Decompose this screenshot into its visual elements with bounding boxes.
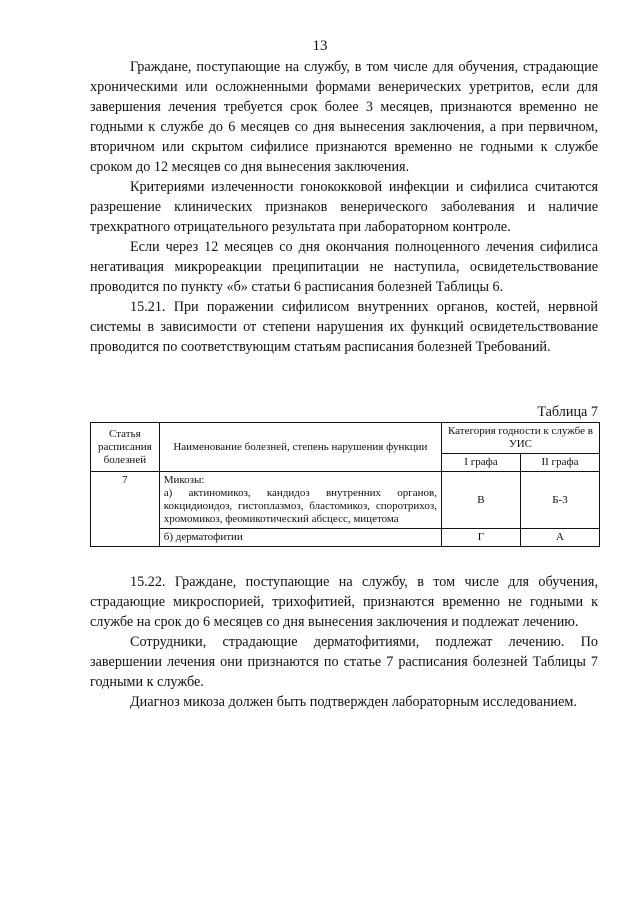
table-row	[91, 472, 600, 529]
disease-name: а) актиномикоз, кандидоз внутренних органов, кокцидиоидоз, гистоплазмоз, бластомикоз, споротрихоз, хромомикоз, феомикотический абсцесс, мицетома	[163, 487, 437, 525]
table-caption: Таблица 7	[537, 404, 598, 420]
category-col2-cell: А	[520, 529, 599, 547]
text-block-top	[90, 57, 598, 357]
category-col1-cell: Г	[441, 529, 520, 547]
paragraph: Граждане, поступающие на службу, в том числе для обучения, страдающие хроническими или осложненными формами венерических уретритов, если для завершения лечения требуется срок более 3 месяцев, признаются временно не годными к службе до 6 месяцев со дня вынесения заключения, а при первичном, вторичном или скрытом сифилисе признаются временно не годными к службе сроком до 12 месяцев со дня вынесения заключения.	[90, 59, 598, 175]
paragraph: Критериями излеченности гонококковой инфекции и сифилиса считаются разрешение клинических признаков венерического заболевания и наличие трехкратного отрицательного результата при лабораторном контроле.	[90, 179, 598, 235]
paragraph: 15.21. При поражении сифилисом внутренних органов, костей, нервной системы в зависимости от степени нарушения их функций освидетельствование проводится по соответствующим статьям расписания болезней Требований.	[90, 299, 598, 355]
paragraph: Если через 12 месяцев со дня окончания полноценного лечения сифилиса негативация микрореакции преципитации не наступила, освидетельствование проводится по пункту «б» статьи 6 расписания болезней Таблицы 6.	[90, 239, 598, 295]
article-cell: 7	[91, 472, 160, 547]
table-header-row	[91, 423, 600, 454]
category-col1-cell: В	[441, 472, 520, 529]
header-category: Категория годности к службе в УИС	[441, 423, 599, 454]
group-label: Микозы:	[163, 474, 205, 486]
table-row	[91, 529, 600, 547]
paragraph: Сотрудники, страдающие дерматофитиями, подлежат лечению. По завершении лечения они признаются по статье 7 расписания болезней Таблицы 7 годными к службе.	[90, 634, 598, 690]
page-number: 13	[312, 38, 328, 54]
header-col2: II графа	[520, 454, 599, 472]
diseases-table	[90, 422, 600, 547]
category-col2-cell: Б-3	[520, 472, 599, 529]
paragraph: Диагноз микоза должен быть подтвержден лабораторным исследованием.	[130, 694, 577, 710]
header-col1: I графа	[441, 454, 520, 472]
disease-name-cell	[159, 472, 441, 529]
header-name: Наименование болезней, степень нарушения функции	[159, 423, 441, 472]
header-article: Статья расписания болезней	[91, 423, 160, 472]
text-block-bottom	[90, 572, 598, 712]
disease-name-cell: б) дерматофитии	[159, 529, 441, 547]
paragraph: 15.22. Граждане, поступающие на службу, в том числе для обучения, страдающие микроспорией, трихофитией, признаются временно не годными к службе на срок до 6 месяцев со дня вынесения заключения и подлежат лечению.	[90, 574, 598, 630]
